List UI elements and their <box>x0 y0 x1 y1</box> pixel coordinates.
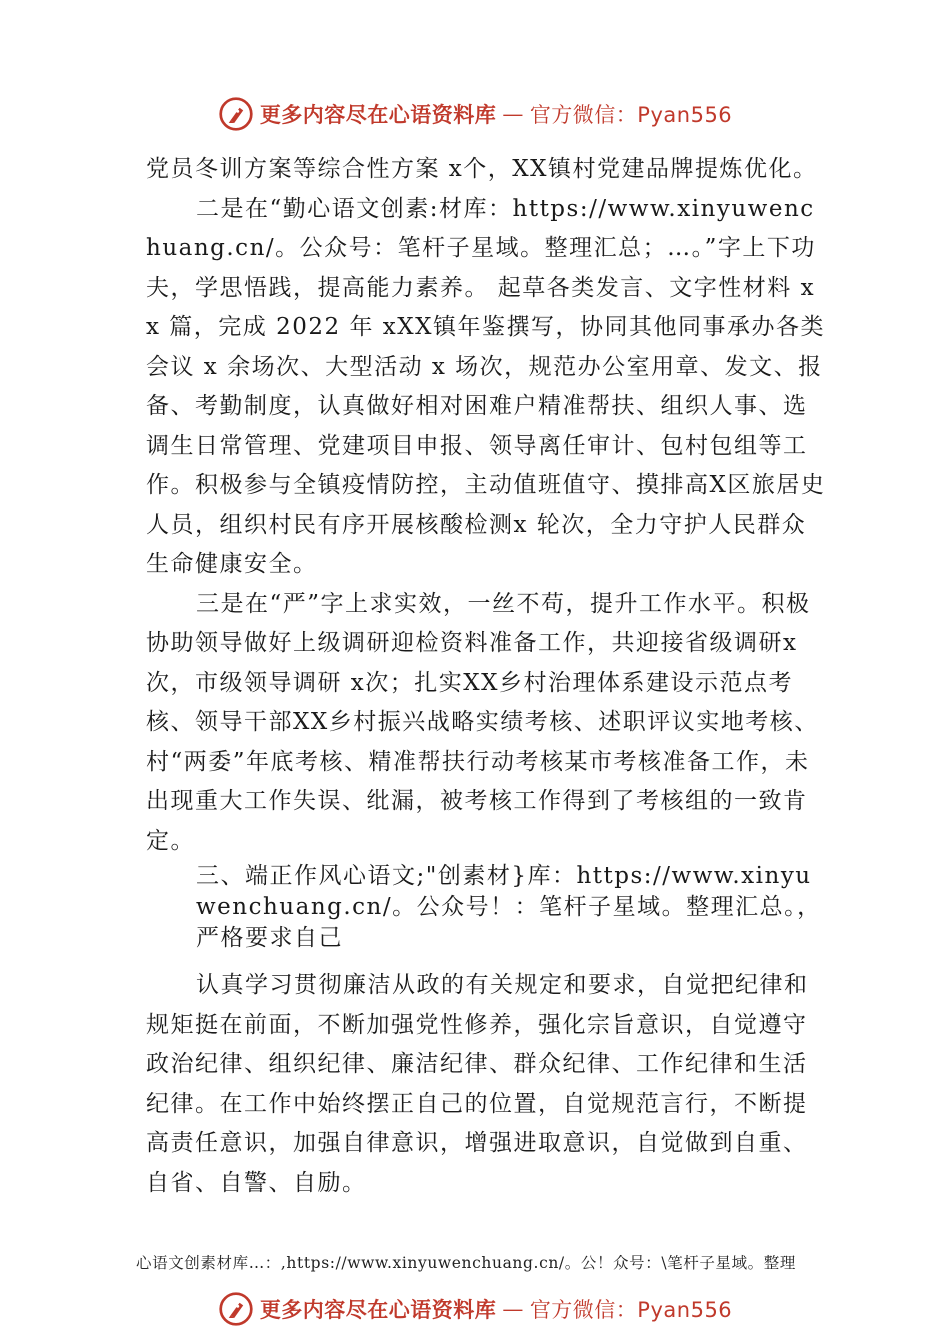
footer-banner <box>0 1287 950 1331</box>
document-body <box>146 150 826 1203</box>
paragraph-second-point: 二是在“勤心语文创素:材库：https://www.xinyuwenchuang.cn/。公众号：笔杆子星域。整理汇总；…。”字上下功夫，学思悟践，提高能力素养。 起草各类发言、文字性材料 xx 篇，完成 2022 年 xXX镇年鉴撰写，协同其他同事承办各类会议 x 余场次、大型活动 x 场次，规范办公室用章、发文、报备、考勤制度，认真做好相对困难户精准帮扶、组织人事、选调生日常管理、党建项目申报、领导离任审计、包村包组等工作。积极参与全镇疫情防控，主动值班值守、摸排高X区旅居史人员，组织村民有序开展核酸检测x 轮次，全力守护人民群众生命健康安全。 <box>146 195 826 577</box>
banner-wechat-bottom: 官方微信：Pyan556 <box>529 1298 733 1322</box>
pen-nib-logo-icon <box>218 1291 254 1327</box>
banner-wechat: 官方微信：Pyan556 <box>529 103 733 127</box>
section-heading: 三、端正作风心语文;"创素材}库：https://www.xinyuwenchuang.cn/。公众号！：笔杆子星域。整理汇总。，严格要求自己 <box>196 863 822 951</box>
paragraph-third-point: 三是在“严”字上求实效，一丝不苟，提升工作水平。积极协助领导做好上级调研迎检资料准备工作，共迎接省级调研x次，市级领导调研 x次；扎实XX乡村治理体系建设示范点考核、领导干部XX乡村振兴战略实绩考核、述职评议实地考核、村“两委”年底考核、精准帮扶行动考核某市考核准备工作，未出现重大工作失误、纰漏，被考核工作得到了考核组的一致肯定。 <box>146 590 819 854</box>
banner-inner-bottom <box>218 1291 732 1327</box>
banner-inner <box>218 96 732 132</box>
banner-brand: 更多内容尽在心语资料库 <box>259 102 497 127</box>
banner-dash: — <box>502 102 524 126</box>
footer-watermark-note: 心语文创素材库…：,https://www.xinyuwenchuang.cn/。公！众号：\笔杆子星域。整理 <box>136 1254 796 1272</box>
banner-brand-bottom: 更多内容尽在心语资料库 <box>259 1297 497 1322</box>
paragraph-closing: 认真学习贯彻廉洁从政的有关规定和要求，自觉把纪律和规矩挺在前面，不断加强党性修养，强化宗旨意识，自觉遵守政治纪律、组织纪律、廉洁纪律、群众纪律、工作纪律和生活纪律。在工作中始终摆正自己的位置，自觉规范言行，不断提高责任意识，加强自律意识，增强进取意识，自觉做到自重、自省、自警、自励。 <box>146 972 809 1196</box>
header-banner <box>0 92 950 136</box>
banner-dash-bottom: — <box>502 1297 524 1321</box>
pen-nib-logo-icon <box>218 96 254 132</box>
paragraph-continuation: 党员冬训方案等综合性方案 x个，XX镇村党建品牌提炼优化。 <box>146 156 818 182</box>
